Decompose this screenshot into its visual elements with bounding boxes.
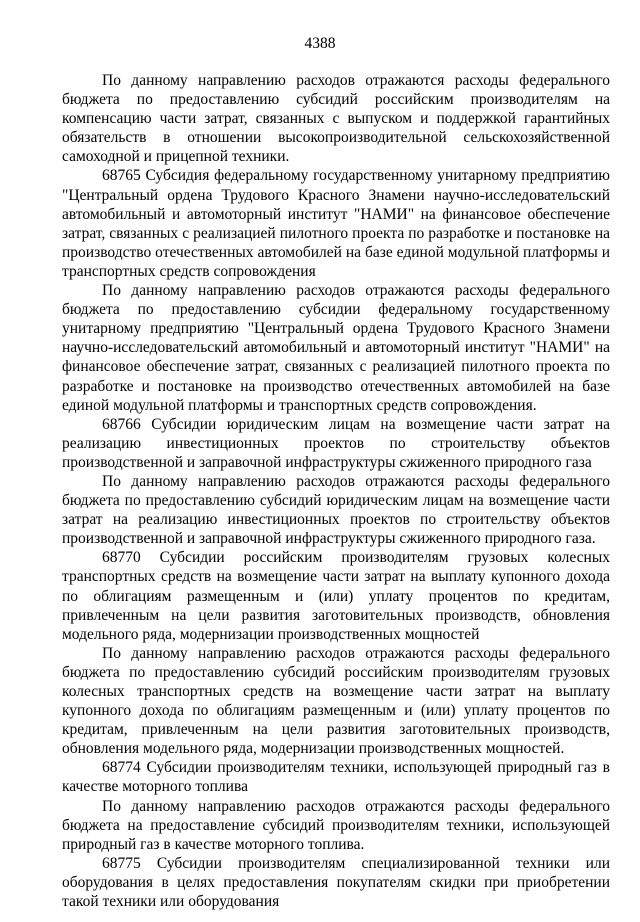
paragraph-3: По данному направлению расходов отражаются расходы федерального бюджета по предоставлению субсидии федеральному государственному унитарному предприятию "Центральный ордена Трудового Красного Знамени научно-исследовательский автомобильный и автомоторный институт "НАМИ" на финансовое обеспечение затрат, связанных с реализацией пилотного проекта по разработке и постановке на производство отечественных автомобилей на базе единой модульной платформы и транспортных средств сопровождения. bbox=[62, 282, 610, 414]
document-body bbox=[62, 71, 610, 911]
paragraph-7: По данному направлению расходов отражаются расходы федерального бюджета по предоставлению субсидий российским производителям грузовых колесных транспортных средств на возмещение части затрат на выплату купонного дохода по облигациям размещенным и (или) уплату процентов по кредитам, привлеченным на цели развития заготовительных производств, обновления модельного ряда, модернизации производственных мощностей. bbox=[62, 644, 610, 758]
paragraph-10: 68775 Субсидии производителям специализированной техники или оборудования в целях предоставления покупателям скидки при приобретении такой техники или оборудования bbox=[62, 854, 610, 911]
paragraph-9: По данному направлению расходов отражаются расходы федерального бюджета на предоставление субсидий производителям техники, использующей природный газ в качестве моторного топлива. bbox=[62, 797, 610, 853]
paragraph-1: По данному направлению расходов отражаются расходы федерального бюджета по предоставлению субсидий российским производителям на компенсацию части затрат, связанных с выпуском и поддержкой гарантийных обязательств в отношении высокопроизводительной сельскохозяйственной самоходной и прицепной техники. bbox=[62, 72, 610, 166]
paragraph-5: По данному направлению расходов отражаются расходы федерального бюджета по предоставлению субсидий юридическим лицам на возмещение части затрат на реализацию инвестиционных проектов по строительству объектов производственной и заправочной инфраструктуры сжиженного природного газа. bbox=[62, 472, 610, 548]
paragraph-4: 68766 Субсидии юридическим лицам на возмещение части затрат на реализацию инвестиционных проектов по строительству объектов производственной и заправочной инфраструктуры сжиженного природного газа bbox=[62, 415, 610, 471]
page-number: 4388 bbox=[304, 35, 336, 52]
paragraph-8: 68774 Субсидии производителям техники, использующей природный газ в качестве моторного топлива bbox=[62, 759, 610, 796]
paragraph-6: 68770 Субсидии российским производителям грузовых колесных транспортных средств на возмещение части затрат на выплату купонного дохода по облигациям размещенным и (или) уплату процентов по кредитам, привлеченным на цели развития заготовительных производств, обновления модельного ряда, модернизации производственных мощностей bbox=[62, 549, 610, 643]
paragraph-2: 68765 Субсидия федеральному государственному унитарному предприятию "Центральный ордена Трудового Красного Знамени научно-исследовательский автомобильный и автомоторный институт "НАМИ" на финансовое обеспечение затрат, связанных с реализацией пилотного проекта по разработке и постановке на производство отечественных автомобилей на базе единой модульной платформы и транспортных средств сопровождения bbox=[62, 167, 610, 280]
